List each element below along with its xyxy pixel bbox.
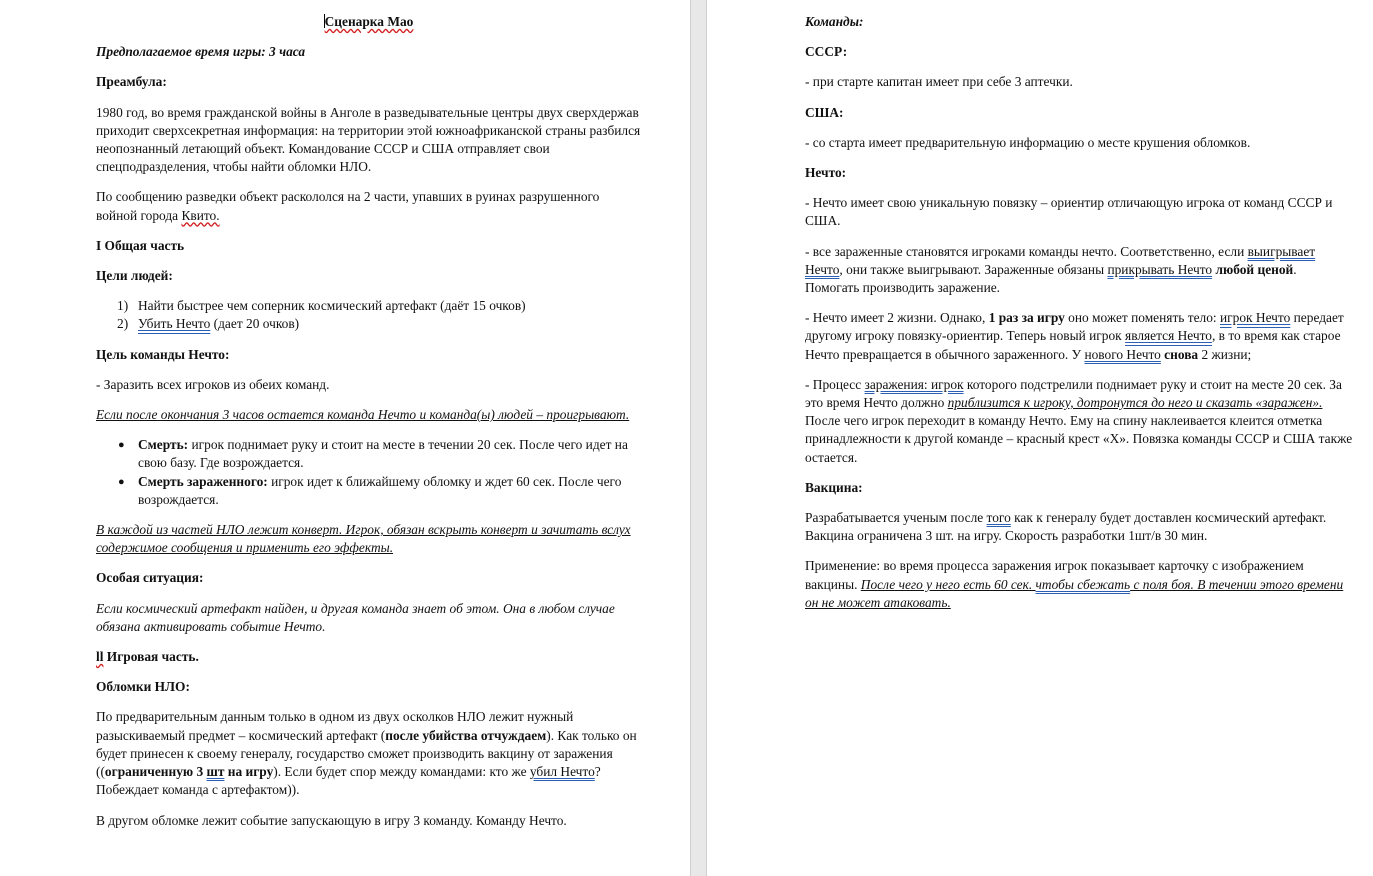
thing-paragraph-4: - Процесс заражения: игрок которого подстрелили поднимает руку и стоит на месте 20 сек. За это время Нечто должно приблизится к игроку, дотронутся до него и сказать «заражен». После чего игрок переходит в команду Нечто. Ему на спину наклеивается клеится отметка принадлежности к другой команде – красный крест «Х». Повязка команды СССР и США также остается. [805,376,1353,465]
vaccine-paragraph-1: Разрабатывается ученым после того как к генералу будет доставлен космический артефакт. Вакцина ограничена 3 шт. на игру. Скорость разработки 1шт/в 30 мин. [805,510,1327,544]
ussr-heading: СССР: [805,44,848,60]
vaccine-heading: Вакцина: [805,479,863,495]
death-rules-list [96,436,641,509]
thing-paragraph-2: - все зараженные становятся игроками команды нечто. Соответственно, если выигрывает Нечто, они также выигрывают. Зараженные обязаны прикрывать Нечто любой ценой. Помогать производить заражение. [805,243,1316,296]
general-part-heading: I Общая часть [96,237,185,253]
debris-heading: Обломки НЛО: [96,679,190,695]
ussr-text: - при старте капитан имеет при себе 3 аптечки. [805,74,1073,90]
estimated-time: Предполагаемое время игры: 3 часа [96,44,306,60]
city-name: Квито. [181,207,220,223]
usa-text: - со старта имеет предварительную информацию о месте крушения обломков. [805,134,1251,150]
teams-heading: Команды: [805,14,864,29]
special-situation-text: Если космический артефакт найден, и другая команда знает об этом. Она в любом случае обязана активировать событие Нечто. [96,600,615,634]
thing-heading: Нечто: [805,165,847,181]
usa-heading: США: [805,104,844,120]
thing-paragraph-3: - Нечто имеет 2 жизни. Однако, 1 раз за игру оно может поменять тело: игрок Нечто передает другому игроку повязку-ориентир. Теперь новый игрок является Нечто, в то время как старое Нечто превращается в обычного зараженного. У нового Нечто снова 2 жизни; [805,310,1344,362]
right-document-page[interactable] [707,0,1373,876]
document-title: Сценарка Мао [324,14,414,29]
right-page-content [805,13,1353,624]
goals-heading: Цели людей: [96,268,173,284]
list-item: 1) Найти быстрее чем соперник космический артефакт (даёт 15 очков) [117,298,526,314]
preamble-paragraph-2: По сообщению разведки объект раскололся на 2 части, упавших в руинах разрушенного войной города Квито. [96,189,600,223]
special-situation-heading: Особая ситуация: [96,570,204,586]
list-item: ● Смерть: игрок поднимает руку и стоит на месте в течении 20 сек. После чего идет на свою базу. Где возрождается. [118,437,628,471]
left-page-content [96,13,641,842]
debris-paragraph-2: В другом обломке лежит событие запускающую в игру 3 команду. Команду Нечто. [96,812,567,828]
thing-goal-text: - Заразить всех игроков из обеих команд. [96,376,330,392]
debris-paragraph-1: По предварительным данным только в одном из двух осколков НЛО лежит нужный разыскиваемый предмет – космический артефакт (после убийства отчуждаем). Как только он будет принесен к своему генералу, государство сможет производить вакцину от заражения ((ограниченную 3 шт на игру). Если будет спор между командами: кто же убил Нечто? Побеждает команда с артефактом)). [96,709,637,798]
goals-list [96,297,641,333]
preamble-heading: Преамбула: [96,74,167,90]
list-item: 2) Убить Нечто (дает 20 очков) [117,316,300,332]
page-gutter [690,0,707,876]
game-part-heading: ll Игровая часть. [96,649,199,665]
thing-goal-heading: Цель команды Нечто: [96,346,230,362]
lose-condition: Если после окончания 3 часов остается команда Нечто и команда(ы) людей – проигрывают. [96,407,630,423]
vaccine-paragraph-2: Применение: во время процесса заражения игрок показывает карточку с изображением вакцины. После чего у него есть 60 сек. чтобы сбежать с поля боя. В течении этого времени он не может атаковать. [805,558,1344,610]
preamble-paragraph-1: 1980 год, во время гражданской войны в Анголе в разведывательные центры двух сверхдержав приходит сверхсекретная информация: на территории этой южноафриканской страны разбился неопознанный летающий объект. Командование СССР и США отправляет свои спецподразделения, чтобы найти обломки НЛО. [96,104,641,175]
envelope-rule: В каждой из частей НЛО лежит конверт. Игрок, обязан вскрыть конверт и зачитать вслух содержимое сообщения и применить его эффекты. [96,522,631,556]
thing-paragraph-1: - Нечто имеет свою уникальную повязку – ориентир отличающую игрока от команд СССР и США. [805,195,1333,229]
list-item: ● Смерть зараженного: игрок идет к ближайшему обломку и ждет 60 сек. После чего возрождается. [118,473,622,507]
